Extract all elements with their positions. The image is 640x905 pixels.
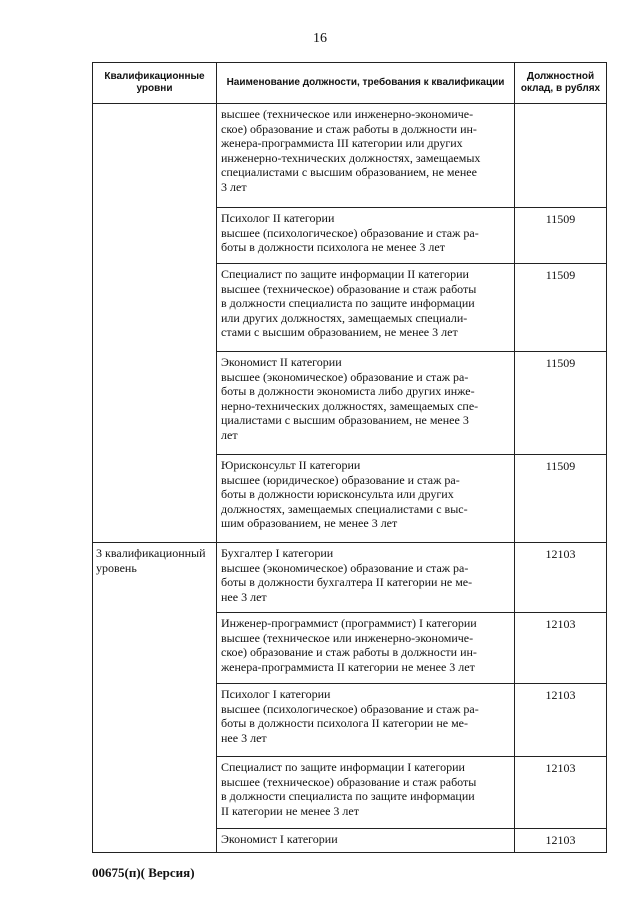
position-text: высшее (психологическое) образование и стаж ра- боты в должности психолога II категории не ме- нее 3 лет bbox=[221, 701, 479, 745]
salary-cell: 11509 bbox=[515, 264, 607, 352]
position-title: Специалист по защите информации I категории bbox=[221, 760, 465, 774]
position-cell bbox=[217, 208, 515, 264]
position-title: Юрисконсульт II категории bbox=[221, 458, 361, 472]
salary-cell: 12103 bbox=[515, 543, 607, 613]
header-position: Наименование должности, требования к квалификации bbox=[217, 63, 515, 104]
table-header-row bbox=[93, 63, 607, 104]
table-row bbox=[93, 543, 607, 613]
position-title: Специалист по защите информации II категории bbox=[221, 267, 469, 281]
table-row bbox=[93, 104, 607, 208]
position-text: высшее (юридическое) образование и стаж ра- боты в должности юрисконсульта или других должностях, замещаемых специалистами с выс- шим образованием, не менее 3 лет bbox=[221, 472, 468, 530]
position-text: высшее (экономическое) образование и стаж ра- боты в должности экономиста либо других инже- нерно-технических должностях, замещаемых спе- циалистами с высшим образованием, не менее 3 лет bbox=[221, 369, 479, 442]
qualification-table bbox=[92, 62, 607, 853]
position-cell bbox=[217, 613, 515, 684]
position-title: Психолог I категории bbox=[221, 687, 331, 701]
level-cell bbox=[93, 104, 217, 543]
position-cell bbox=[217, 757, 515, 829]
position-text: высшее (техническое или инженерно-экономиче- ское) образование и стаж работы в должности ин- женера-программиста II категории не менее 3 лет bbox=[221, 630, 477, 674]
position-cell bbox=[217, 104, 515, 208]
salary-cell: 11509 bbox=[515, 352, 607, 455]
position-text: высшее (техническое) образование и стаж работы в должности специалиста по защите информации II категории не менее 3 лет bbox=[221, 774, 477, 818]
page-number: 16 bbox=[313, 31, 327, 46]
position-cell bbox=[217, 684, 515, 757]
header-salary: Должностной оклад, в рублях bbox=[515, 63, 607, 104]
salary-cell: 12103 bbox=[515, 613, 607, 684]
position-title: Инженер-программист (программист) I категории bbox=[221, 616, 477, 630]
salary-cell: 12103 bbox=[515, 684, 607, 757]
position-title: Психолог II категории bbox=[221, 211, 335, 225]
position-text: высшее (техническое) образование и стаж работы в должности специалиста по защите информации или других должностях, замещаемых специали- стами с высшим образованием, не менее 3 лет bbox=[221, 281, 477, 339]
header-level: Квалификационные уровни bbox=[93, 63, 217, 104]
document-code: 00675(п)( Версия) bbox=[92, 865, 195, 880]
salary-cell: 12103 bbox=[515, 757, 607, 829]
salary-cell: 11509 bbox=[515, 455, 607, 543]
position-title: Экономист I категории bbox=[221, 832, 338, 846]
salary-cell: 11509 bbox=[515, 208, 607, 264]
position-cell bbox=[217, 264, 515, 352]
position-cell bbox=[217, 543, 515, 613]
position-text: высшее (экономическое) образование и стаж ра- боты в должности бухгалтера II категории не ме- нее 3 лет bbox=[221, 560, 473, 604]
position-cell bbox=[217, 455, 515, 543]
position-text: высшее (техническое или инженерно-экономиче- ское) образование и стаж работы в должности ин- женера-программиста III категории или других инженерно-технических должностях, замещаемых специалистами с высшим образованием, не менее 3 лет bbox=[221, 107, 481, 194]
position-title: Экономист II категории bbox=[221, 355, 342, 369]
position-cell bbox=[217, 829, 515, 853]
position-cell bbox=[217, 352, 515, 455]
position-text: высшее (психологическое) образование и стаж ра- боты в должности психолога не менее 3 лет bbox=[221, 225, 479, 254]
salary-cell bbox=[515, 104, 607, 208]
position-title: Бухгалтер I категории bbox=[221, 546, 334, 560]
salary-cell: 12103 bbox=[515, 829, 607, 853]
level-cell: 3 квалификационный уровень bbox=[93, 543, 217, 853]
